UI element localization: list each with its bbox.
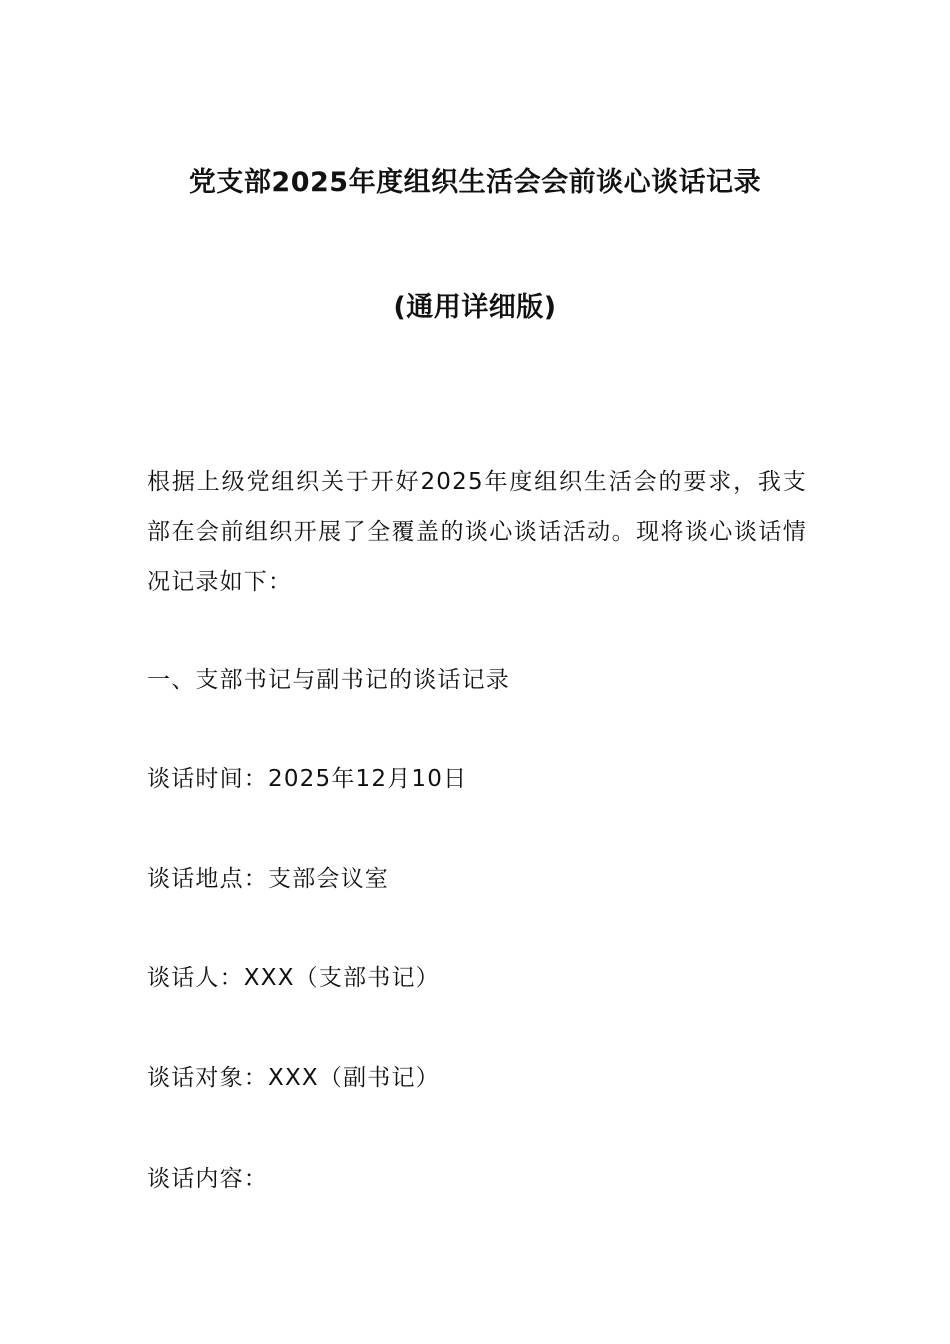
talk-place: 谈话地点：支部会议室 <box>147 866 389 892</box>
talk-content-label: 谈话内容： <box>147 1166 268 1192</box>
talk-target: 谈话对象：XXX（副书记） <box>147 1065 440 1091</box>
document-subtitle: (通用详细版) <box>393 292 557 323</box>
talk-time: 谈话时间：2025年12月10日 <box>147 766 468 792</box>
document-title: 党支部2025年度组织生活会会前谈心谈话记录 <box>188 167 762 198</box>
section-heading: 一、支部书记与副书记的谈话记录 <box>147 667 510 693</box>
talk-speaker: 谈话人：XXX（支部书记） <box>147 965 440 991</box>
intro-paragraph: 根据上级党组织关于开好2025年度组织生活会的要求，我支部在会前组织开展了全覆盖的谈心谈话活动。现将谈心谈话情况记录如下： <box>147 469 807 595</box>
